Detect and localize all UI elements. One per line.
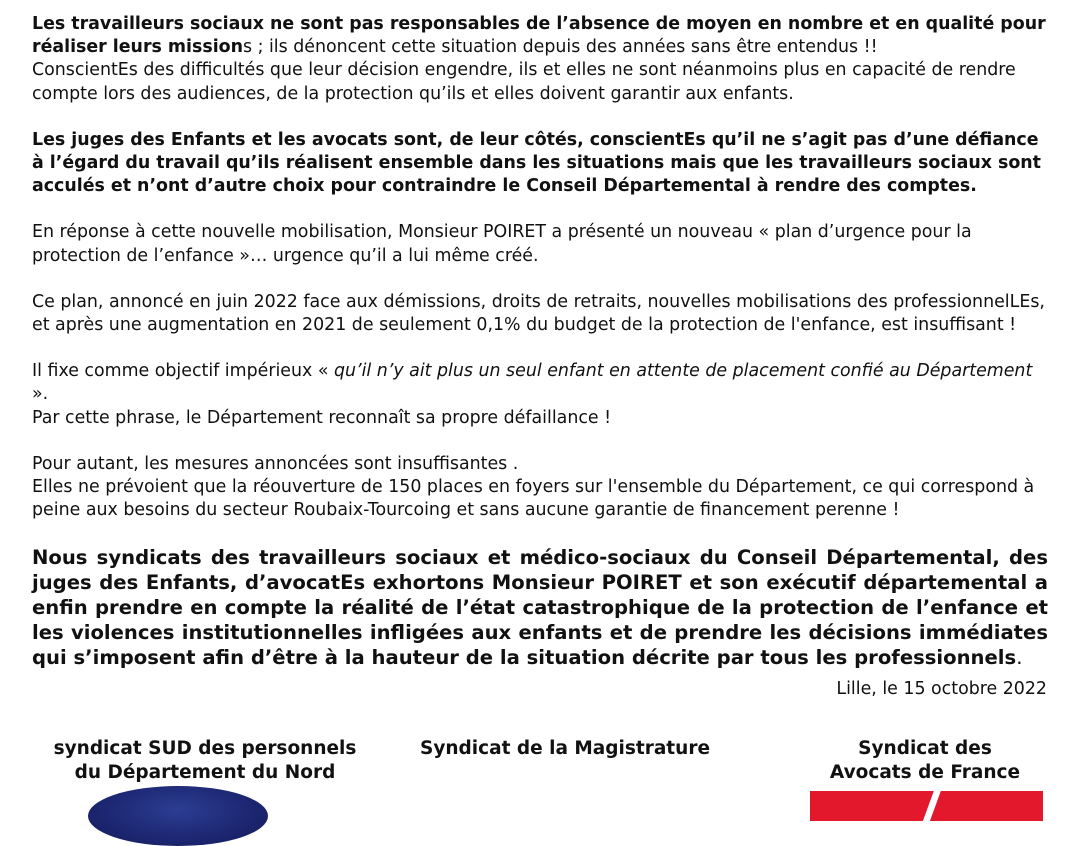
paragraph-4: Ce plan, annoncé en juin 2022 face aux démissions, droits de retraits, nouvelles mobilisations des professionnelLEs, et après une augmentation en 2021 de seulement 0,1% du budget de la protection de l'enfance, est insuffisant ! — [32, 291, 1045, 336]
paragraph-1-line2: ConscientEs des difficultés que leur décision engendre, ils et elles ne sont néanmoins plus en capacité de rendre compte lors des audiences, de la protection qu’ils et elles doivent garantir aux enfants. — [32, 60, 1016, 104]
paragraph-5 — [32, 360, 1048, 430]
paragraph-7-bold: Nous syndicats des travailleurs sociaux et médico-sociaux du Conseil Départemental, des juges des Enfants, d’avocatEs exhortons Monsieur POIRET et son exécutif départemental a enfin prendre en compte la réalité de l’état catastrophique de la protection de l’enfance et les violences institutionnelles infligées aux enfants et de prendre les décisions immédiates qui s’imposent afin d’être à la hauteur de la situation décrite par tous les professionnels — [32, 546, 1048, 670]
signature-magistrature — [405, 737, 725, 761]
signature-sud-line1: syndicat SUD des personnels — [53, 738, 357, 759]
paragraph-3: En réponse à cette nouvelle mobilisation, Monsieur POIRET a présenté un nouveau « plan d’urgence pour la protection de l’enfance »… urgence qu’il a lui même créé. — [32, 222, 972, 266]
paragraph-5-post: ». — [32, 384, 49, 405]
paragraph-7 — [32, 545, 1048, 670]
signature-saf — [790, 737, 1060, 785]
letter-body — [32, 13, 1048, 670]
signature-saf-line1: Syndicat des — [858, 738, 992, 759]
paragraph-2: Les juges des Enfants et les avocats sont, de leur côtés, conscientEs qu’il ne s’agit pas d’une défiance à l’égard du travail qu’ils réalisent ensemble dans les situations mais que les travailleurs sociaux sont acculés et n’ont d’autre choix pour contraindre le Conseil Départemental à rendre des comptes. — [32, 129, 1041, 197]
signature-magistrature-line1: Syndicat de la Magistrature — [420, 738, 710, 759]
paragraph-1-rest: s ; ils dénoncent cette situation depuis des années sans être entendus !! — [243, 37, 878, 58]
signature-sud-line2: du Département du Nord — [74, 762, 336, 783]
paragraph-6-line1: Pour autant, les mesures annoncées sont insuffisantes . — [32, 453, 519, 474]
paragraph-1 — [32, 13, 1048, 106]
date-line: Lille, le 15 octobre 2022 — [836, 679, 1047, 699]
saf-logo — [810, 791, 1043, 821]
signature-sud — [40, 737, 370, 785]
paragraph-1-bold: Les travailleurs sociaux ne sont pas responsables de l’absence de moyen en nombre et en qualité pour réaliser leurs mission — [32, 14, 1046, 58]
paragraph-6 — [32, 453, 1048, 523]
paragraph-5-pre: Il fixe comme objectif impérieux « — [32, 361, 335, 382]
saf-logo-slash — [921, 791, 943, 821]
signature-saf-line2: Avocats de France — [829, 762, 1021, 783]
paragraph-6-line2: Elles ne prévoient que la réouverture de 150 places en foyers sur l'ensemble du Département, ce qui correspond à peine aux besoins du secteur Roubaix-Tourcoing et sans aucune garantie de financement perenne ! — [32, 477, 1035, 521]
paragraph-5-quote: qu’il n’y ait plus un seul enfant en attente de placement confié au Département — [334, 361, 1033, 382]
paragraph-5-line2: Par cette phrase, le Département reconnaît sa propre défaillance ! — [32, 407, 612, 428]
paragraph-7-end: . — [1016, 646, 1023, 670]
sud-logo — [88, 786, 268, 846]
